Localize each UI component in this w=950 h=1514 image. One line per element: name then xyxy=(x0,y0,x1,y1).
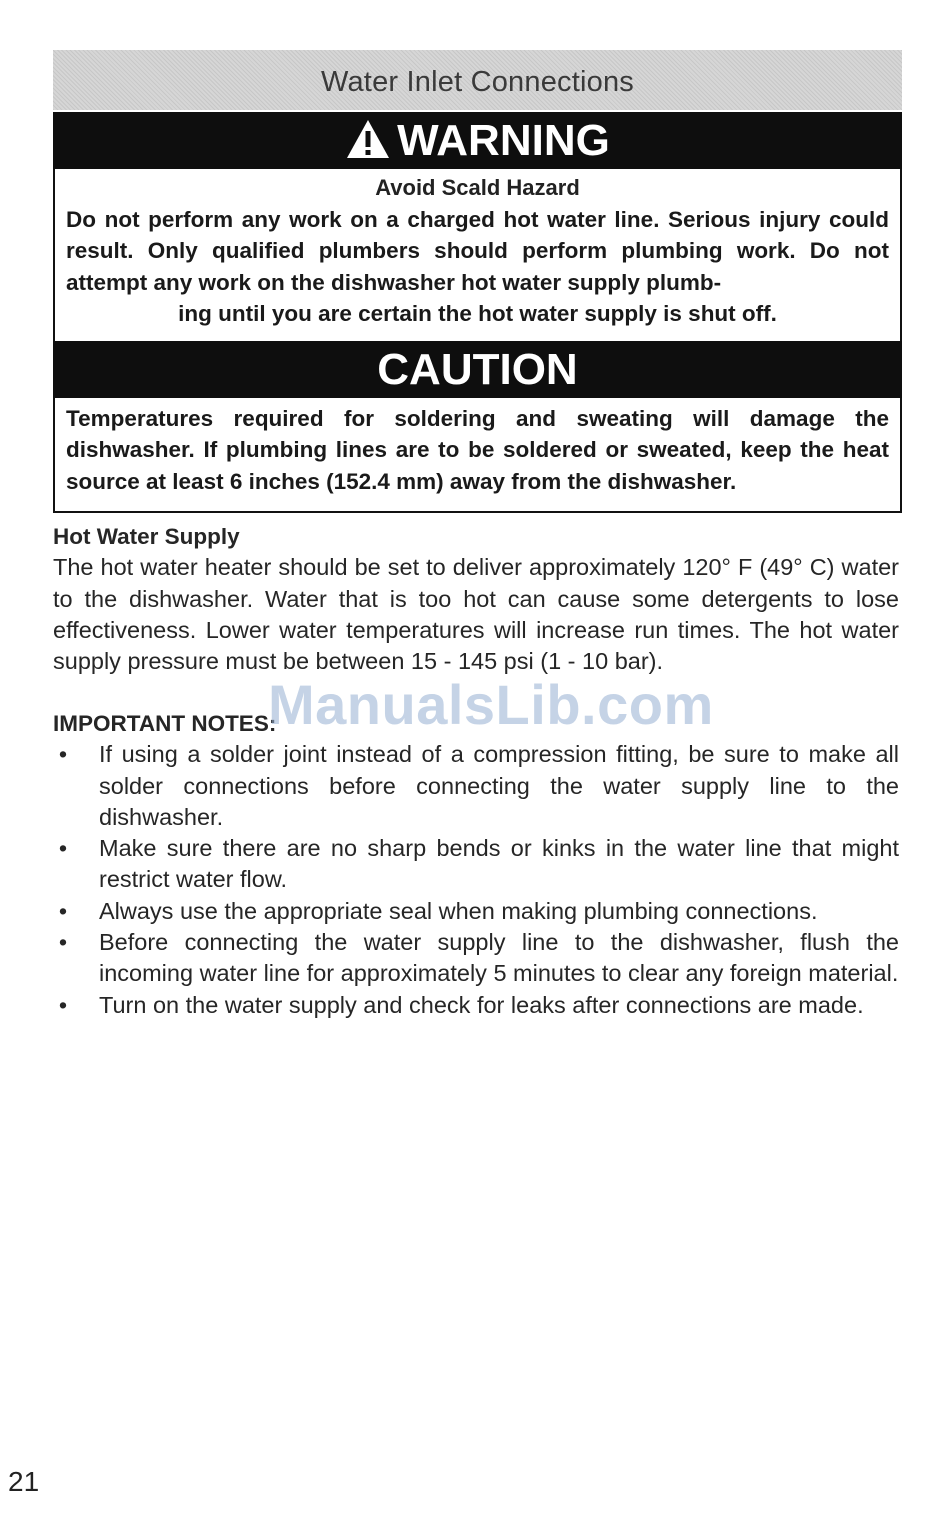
bullet: • xyxy=(58,897,68,924)
list-item xyxy=(53,896,899,927)
caution-label: CAUTION xyxy=(377,345,578,394)
important-notes-list xyxy=(53,739,899,1021)
warning-text: Do not perform any work on a charged hot water line. Serious injury could result. Only qualified plumbers should perform plumbing work. Do not attempt any work on the dishwasher hot water supply plumb- xyxy=(66,207,889,295)
warning-label: WARNING xyxy=(397,116,610,165)
bullet: • xyxy=(58,835,68,862)
page-number: 21 xyxy=(8,1466,40,1497)
warning-box xyxy=(53,112,902,342)
bullet: • xyxy=(58,991,68,1018)
list-item xyxy=(53,927,899,990)
warning-subtitle: Avoid Scald Hazard xyxy=(375,175,580,200)
bullet: • xyxy=(58,741,68,768)
warning-text-last-line: ing until you are certain the hot water supply is shut off. xyxy=(178,300,777,326)
watermark: ManualsLib.com xyxy=(268,673,714,736)
hot-water-section xyxy=(53,521,899,677)
note-text: Before connecting the water supply line to the dishwasher, flush the incoming water line for approximately 5 minutes to clear any foreign material. xyxy=(99,929,899,987)
note-text: Always use the appropriate seal when making plumbing connections. xyxy=(99,897,818,924)
warning-triangle-icon xyxy=(345,118,391,160)
warning-bar xyxy=(53,112,902,169)
important-notes-section xyxy=(53,708,899,1021)
list-item xyxy=(53,990,899,1021)
section-title: Water Inlet Connections xyxy=(53,50,902,110)
list-item xyxy=(53,833,899,896)
list-item xyxy=(53,739,899,833)
note-text: Turn on the water supply and check for leaks after connections are made. xyxy=(99,991,864,1018)
note-text: Make sure there are no sharp bends or kinks in the water line that might restrict water flow. xyxy=(99,835,899,893)
caution-bar xyxy=(53,341,902,398)
hot-water-text: The hot water heater should be set to deliver approximately 120° F (49° C) water to the dishwasher. Water that is too hot can cause some detergents to lose effectiveness. Lower water temperatures will increase run times. The hot water supply pressure must be between 15 - 145 psi (1 - 10 bar). xyxy=(53,554,899,675)
important-notes-heading: IMPORTANT NOTES: xyxy=(53,711,277,736)
bullet: • xyxy=(58,929,68,956)
note-text: If using a solder joint instead of a compression fitting, be sure to make all solder connections before connecting the water supply line to the dishwasher. xyxy=(99,741,899,830)
hot-water-heading: Hot Water Supply xyxy=(53,524,240,549)
caution-text: Temperatures required for soldering and sweating will damage the dishwasher. If plumbing lines are to be soldered or sweated, keep the heat source at least 6 inches (152.4 mm) away from the dishwasher. xyxy=(66,406,889,494)
caution-box xyxy=(53,341,902,513)
